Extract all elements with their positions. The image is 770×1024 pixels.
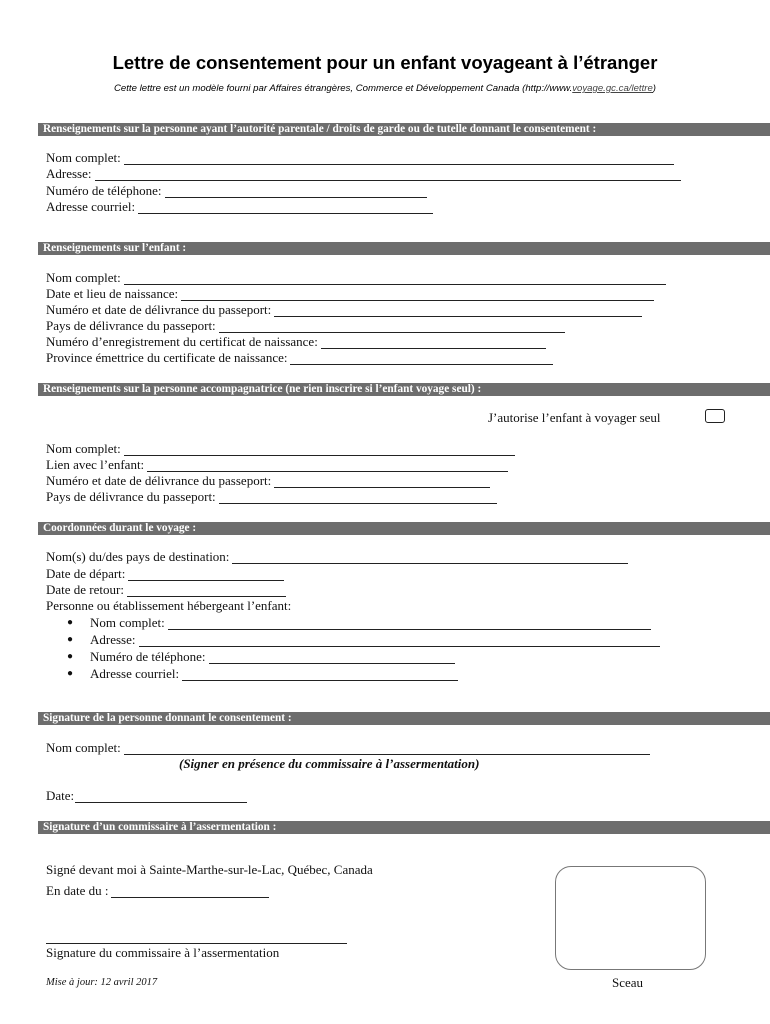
host-address-field[interactable] [90, 632, 660, 647]
signature-date-line[interactable] [75, 791, 247, 803]
subtitle-text: Cette lettre est un modèle fourni par Affaires étrangères, Commerce et Développement Canada (http://www. [114, 83, 573, 94]
field-label: Adresse courriel: [46, 199, 136, 214]
child-birth-line[interactable] [181, 289, 654, 301]
travel-alone-label: J’autorise l’enfant à voyager seul [488, 410, 661, 425]
field-label: Numéro de téléphone: [46, 183, 162, 198]
host-phone-field[interactable] [90, 649, 455, 664]
signer-full-name-field[interactable] [46, 740, 650, 755]
field-label: Date: [46, 788, 75, 803]
signed-before-text: Signé devant moi à Sainte-Marthe-sur-le-Lac, Québec, Canada [46, 862, 373, 877]
parent-full-name-line[interactable] [124, 153, 674, 165]
child-birth-cert-province-field[interactable] [46, 350, 553, 365]
bullet-icon: ● [67, 668, 74, 679]
child-birth-cert-number-field[interactable] [46, 334, 546, 349]
trip-return-line[interactable] [127, 585, 286, 597]
subtitle-link[interactable]: voyage.gc.ca/lettre [572, 83, 653, 94]
field-label: Numéro et date de délivrance du passeport: [46, 473, 272, 488]
trip-departure-field[interactable] [46, 566, 284, 581]
field-label: Date et lieu de naissance: [46, 286, 179, 301]
companion-full-name-line[interactable] [124, 444, 515, 456]
bullet-icon: ● [67, 634, 74, 645]
host-full-name-field[interactable] [90, 615, 651, 630]
field-label: En date du : [46, 883, 109, 898]
field-label: Nom complet: [46, 441, 121, 456]
trip-return-field[interactable] [46, 582, 286, 597]
seal-box [555, 866, 706, 970]
host-phone-line[interactable] [209, 652, 455, 664]
section-heading-commissioner: Signature d’un commissaire à l’assermentation : [38, 821, 770, 834]
section-heading-trip: Coordonnées durant le voyage : [38, 522, 770, 535]
field-label: Adresse: [90, 632, 136, 647]
dated-line[interactable] [111, 886, 269, 898]
child-birth-cert-number-line[interactable] [321, 337, 546, 349]
parent-email-line[interactable] [138, 202, 433, 214]
trip-departure-line[interactable] [128, 569, 284, 581]
field-label: Pays de délivrance du passeport: [46, 318, 216, 333]
companion-relation-field[interactable] [46, 457, 508, 472]
field-label: Nom complet: [46, 740, 121, 755]
parent-phone-line[interactable] [165, 186, 427, 198]
dated-field[interactable] [46, 883, 269, 898]
companion-relation-line[interactable] [147, 460, 508, 472]
field-label: Nom(s) du/des pays de destination: [46, 549, 230, 564]
host-address-line[interactable] [139, 635, 660, 647]
bullet-icon: ● [67, 617, 74, 628]
child-full-name-line[interactable] [124, 273, 666, 285]
commissioner-signature-label: Signature du commissaire à l’assermentation [46, 945, 280, 960]
child-passport-number-line[interactable] [274, 305, 642, 317]
trip-destinations-line[interactable] [232, 552, 628, 564]
update-date: Mise à jour: 12 avril 2017 [46, 977, 158, 988]
bullet-icon: ● [67, 651, 74, 662]
child-full-name-field[interactable] [46, 270, 666, 285]
field-label: Lien avec l’enfant: [46, 457, 145, 472]
parent-full-name-field[interactable] [46, 150, 674, 165]
field-label: Nom complet: [90, 615, 165, 630]
field-label: Province émettrice du certificate de naissance: [46, 350, 288, 365]
field-label: Nom complet: [46, 270, 121, 285]
parent-address-line[interactable] [95, 169, 681, 181]
section-heading-parent: Renseignements sur la personne ayant l’autorité parentale / droits de garde ou de tutelle donnant le consentement : [38, 123, 770, 136]
section-heading-child: Renseignements sur l’enfant : [38, 242, 770, 255]
field-label: Adresse courriel: [90, 666, 180, 681]
child-passport-number-field[interactable] [46, 302, 642, 317]
field-label: Date de retour: [46, 582, 124, 597]
companion-passport-country-line[interactable] [219, 492, 497, 504]
parent-address-field[interactable] [46, 166, 681, 181]
host-full-name-line[interactable] [168, 618, 651, 630]
companion-passport-number-line[interactable] [274, 476, 490, 488]
child-birth-field[interactable] [46, 286, 654, 301]
child-birth-cert-province-line[interactable] [290, 353, 553, 365]
travel-alone-checkbox[interactable] [705, 409, 725, 423]
document-title: Lettre de consentement pour un enfant voyageant à l’étranger [112, 52, 658, 73]
section-heading-signature: Signature de la personne donnant le consentement : [38, 712, 770, 725]
signature-date-field[interactable] [46, 788, 247, 803]
field-label: Numéro et date de délivrance du passeport: [46, 302, 272, 317]
companion-full-name-field[interactable] [46, 441, 515, 456]
parent-phone-field[interactable] [46, 183, 427, 198]
child-passport-country-field[interactable] [46, 318, 565, 333]
field-label: Adresse: [46, 166, 92, 181]
signature-instruction: (Signer en présence du commissaire à l’assermentation) [179, 756, 480, 771]
host-email-line[interactable] [182, 669, 458, 681]
document-subtitle [0, 83, 770, 94]
field-label: Numéro de téléphone: [90, 649, 206, 664]
field-label: Nom complet: [46, 150, 121, 165]
subtitle-suffix: ) [652, 83, 656, 94]
trip-destinations-field[interactable] [46, 549, 628, 564]
host-label: Personne ou établissement hébergeant l’enfant: [46, 598, 292, 613]
host-email-field[interactable] [90, 666, 458, 681]
companion-passport-number-field[interactable] [46, 473, 490, 488]
field-label: Pays de délivrance du passeport: [46, 489, 216, 504]
child-passport-country-line[interactable] [219, 321, 565, 333]
companion-passport-country-field[interactable] [46, 489, 497, 504]
field-label: Date de départ: [46, 566, 126, 581]
section-heading-companion: Renseignements sur la personne accompagnatrice (ne rien inscrire si l’enfant voyage seul) : [38, 383, 770, 396]
field-label: Numéro d’enregistrement du certificat de naissance: [46, 334, 318, 349]
commissioner-signature-line[interactable] [46, 943, 347, 944]
seal-label: Sceau [612, 975, 644, 990]
parent-email-field[interactable] [46, 199, 433, 214]
signer-full-name-line[interactable] [124, 743, 650, 755]
